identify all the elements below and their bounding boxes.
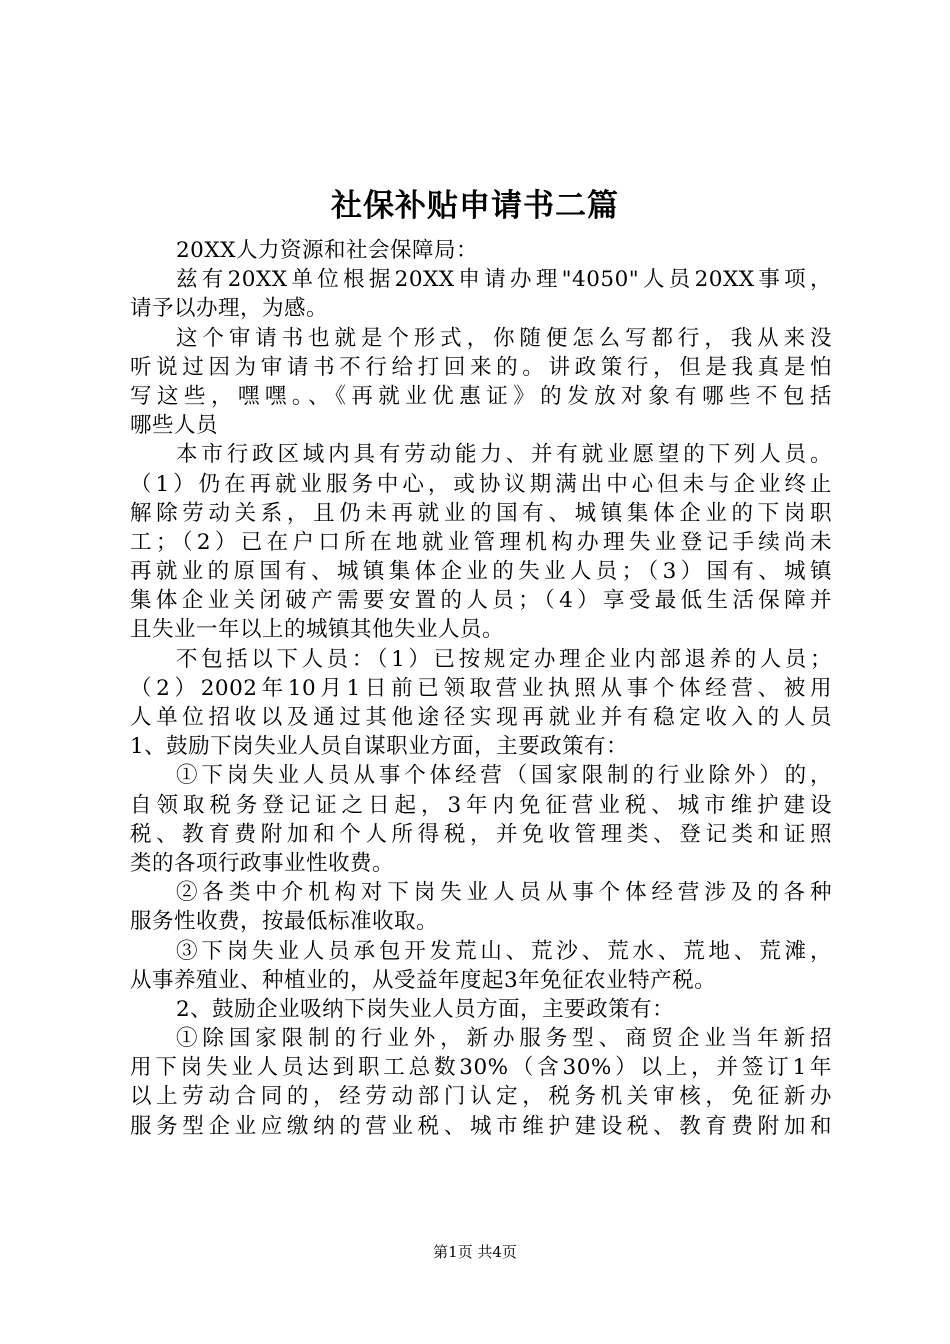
body-line: 类的各项行政事业性收费。 [130,850,395,876]
body-line: 20XX人力资源和社会保障局： [176,238,478,263]
body-line: 用下岗失业人员达到职工总数30%（含30%）以上，并签订1年 [130,1055,832,1081]
body-line: 请予以办理，为感。 [130,296,329,322]
body-line: 服务性收费，按最低标准收取。 [130,909,439,935]
body-line: 从事养殖业、种植业的，从受益年度起3年免征农业特产税。 [130,967,717,993]
document-body [130,236,832,1141]
body-line: 且失业一年以上的城镇其他失业人员。 [130,617,505,643]
body-line: 税、教育费附加和个人所得税，并免收管理类、登记类和证照 [130,821,832,847]
body-line: 再就业的原国有、城镇集体企业的失业人员；（3）国有、城镇 [130,559,832,585]
body-line: ③下岗失业人员承包开发荒山、荒沙、荒水、荒地、荒滩， [176,938,832,964]
body-line: ①除国家限制的行业外，新办服务型、商贸企业当年新招 [176,1026,832,1052]
page-footer: 第1页 共4页 [433,1243,517,1261]
body-line: 这个审请书也就是个形式，你随便怎么写都行，我从来没 [176,325,832,351]
body-line: 1、鼓励下岗失业人员自谋职业方面，主要政策有： [130,734,629,760]
body-line: 哪些人员 [130,413,219,439]
body-line: 听说过因为审请书不行给打回来的。讲政策行，但是我真是怕 [130,354,832,380]
body-line: 2、鼓励企业吸纳下岗失业人员方面，主要政策有： [176,996,675,1022]
body-line: 以上劳动合同的，经劳动部门认定，税务机关审核，免征新办 [130,1084,832,1110]
body-line: 解除劳动关系，且仍未再就业的国有、城镇集体企业的下岗职 [130,500,832,526]
body-line: 写这些，嘿嘿。、《再就业优惠证》的发放对象有哪些不包括 [130,383,832,409]
body-line: 不包括以下人员：（1）已按规定办理企业内部退养的人员； [176,646,832,672]
body-line: 服务型企业应缴纳的营业税、城市维护建设税、教育费附加和 [130,1113,832,1139]
body-line: 自领取税务登记证之日起，3年内免征营业税、城市维护建设 [130,792,832,818]
body-line: 人单位招收以及通过其他途径实现再就业并有稳定收入的人员 [130,705,832,730]
document-title: 社保补贴申请书二篇 [331,188,619,224]
body-line: （2）2002年10月1日前已领取营业执照从事个体经营、被用 [130,675,832,701]
body-line: 工；（2）已在户口所在地就业管理机构办理失业登记手续尚未 [130,529,832,555]
body-line: 兹有20XX单位根据20XX申请办理"4050"人员20XX事项， [176,267,832,293]
body-line: 集体企业关闭破产需要安置的人员；（4）享受最低生活保障并 [130,588,832,614]
body-line: ①下岗失业人员从事个体经营（国家限制的行业除外）的， [176,763,832,789]
body-line: （1）仍在再就业服务中心，或协议期满出中心但未与企业终止 [130,471,832,497]
body-line: ②各类中介机构对下岗失业人员从事个体经营涉及的各种 [176,880,832,906]
body-line: 本市行政区域内具有劳动能力、并有就业愿望的下列人员。 [176,442,832,468]
